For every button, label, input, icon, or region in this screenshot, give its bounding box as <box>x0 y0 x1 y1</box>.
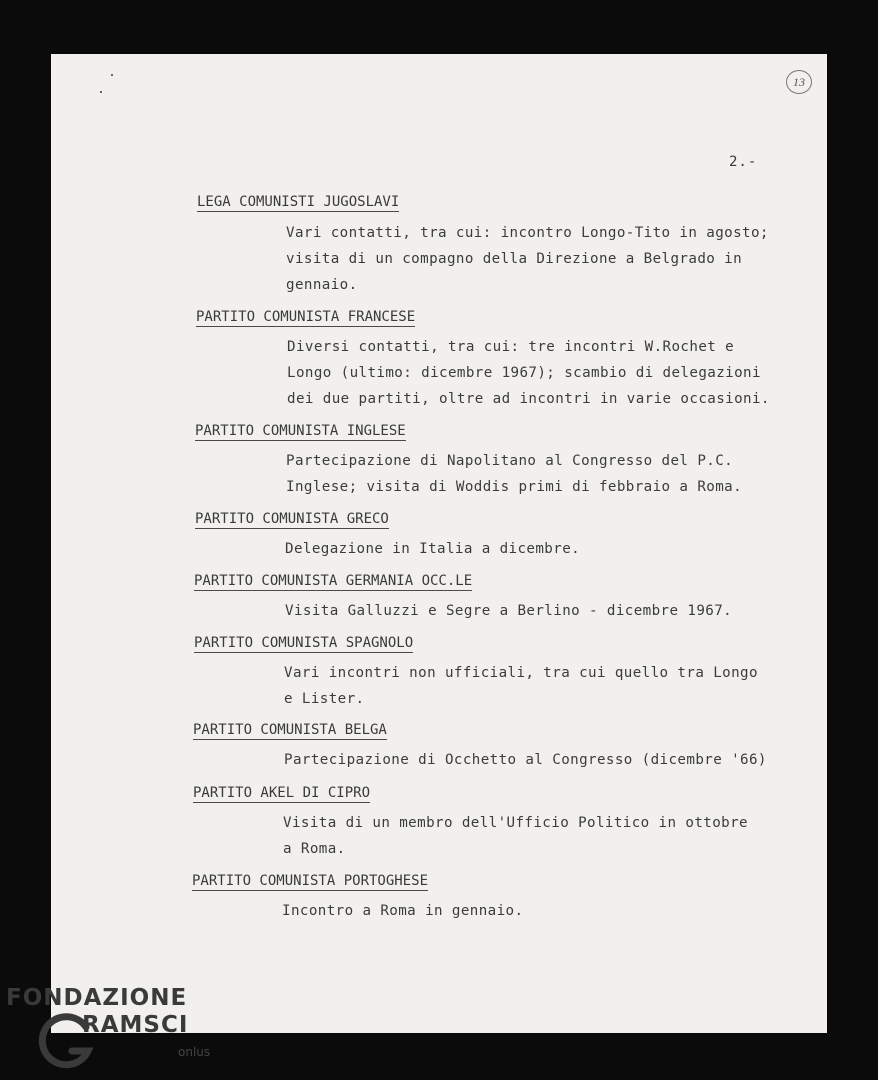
section-body-line: a Roma. <box>283 841 346 857</box>
section-body <box>285 598 732 624</box>
section-title-text: PARTITO COMUNISTA SPAGNOLO <box>194 635 414 651</box>
section-body <box>285 536 580 562</box>
document-page <box>51 54 827 1033</box>
section-title <box>197 194 399 212</box>
section-title <box>194 573 472 591</box>
fondazione-gramsci-logo <box>6 985 226 1080</box>
section-title-text: PARTITO COMUNISTA GERMANIA OCC.LE <box>194 573 473 589</box>
section-body <box>287 334 770 412</box>
watermark-line-2: RAMSCI <box>82 1012 189 1038</box>
section-body-line: gennaio. <box>286 277 358 293</box>
section-body <box>283 810 748 862</box>
section-body <box>284 660 758 712</box>
watermark-line-1: FONDAZIONE <box>6 985 188 1011</box>
section-title-text: PARTITO COMUNISTA FRANCESE <box>196 309 416 325</box>
section-body-line: Incontro a Roma in gennaio. <box>282 903 524 919</box>
sections <box>51 54 827 1033</box>
section-title-text: PARTITO COMUNISTA PORTOGHESE <box>192 873 429 889</box>
section-title <box>193 785 370 803</box>
watermark-line-3: onlus <box>178 1045 211 1059</box>
section-body <box>282 898 523 924</box>
section-body-line: Vari incontri non ufficiali, tra cui quello tra Longo <box>284 665 758 681</box>
section-title-text: PARTITO COMUNISTA INGLESE <box>195 423 406 439</box>
section-body <box>286 448 742 500</box>
section-body <box>286 220 769 298</box>
section-body-line: Partecipazione di Occhetto al Congresso (dicembre '66) <box>284 752 767 768</box>
section-title-text: PARTITO COMUNISTA GRECO <box>195 511 389 527</box>
section-title <box>194 635 413 653</box>
section-body-line: Longo (ultimo: dicembre 1967); scambio di delegazioni <box>287 365 761 381</box>
section-body-line: Vari contatti, tra cui: incontro Longo-Tito in agosto; <box>286 225 769 241</box>
archive-number-stamp: 13 <box>786 70 812 94</box>
section-body-line: Delegazione in Italia a dicembre. <box>285 541 581 557</box>
section-body-line: Inglese; visita di Woddis primi di febbraio a Roma. <box>286 479 743 495</box>
section-body-line: e Lister. <box>284 691 365 707</box>
section-body <box>284 747 767 773</box>
section-body-line: Visita di un membro dell'Ufficio Politico in ottobre <box>283 815 748 831</box>
section-body-line: visita di un compagno della Direzione a Belgrado in <box>286 251 743 267</box>
section-body-line: Partecipazione di Napolitano al Congresso del P.C. <box>286 453 734 469</box>
section-body-line: dei due partiti, oltre ad incontri in varie occasioni. <box>287 391 770 407</box>
section-title-text: PARTITO COMUNISTA BELGA <box>193 722 387 738</box>
section-body-line: Diversi contatti, tra cui: tre incontri W.Rochet e <box>287 339 735 355</box>
section-title-text: PARTITO AKEL DI CIPRO <box>193 785 371 801</box>
section-title <box>195 423 406 441</box>
section-title <box>193 722 387 740</box>
section-title <box>192 873 428 891</box>
section-body-line: Visita Galluzzi e Segre a Berlino - dicembre 1967. <box>285 603 733 619</box>
section-title <box>195 511 389 529</box>
page-number: 2.- <box>729 154 758 170</box>
section-title-text: LEGA COMUNISTI JUGOSLAVI <box>197 194 400 210</box>
section-title <box>196 309 415 327</box>
